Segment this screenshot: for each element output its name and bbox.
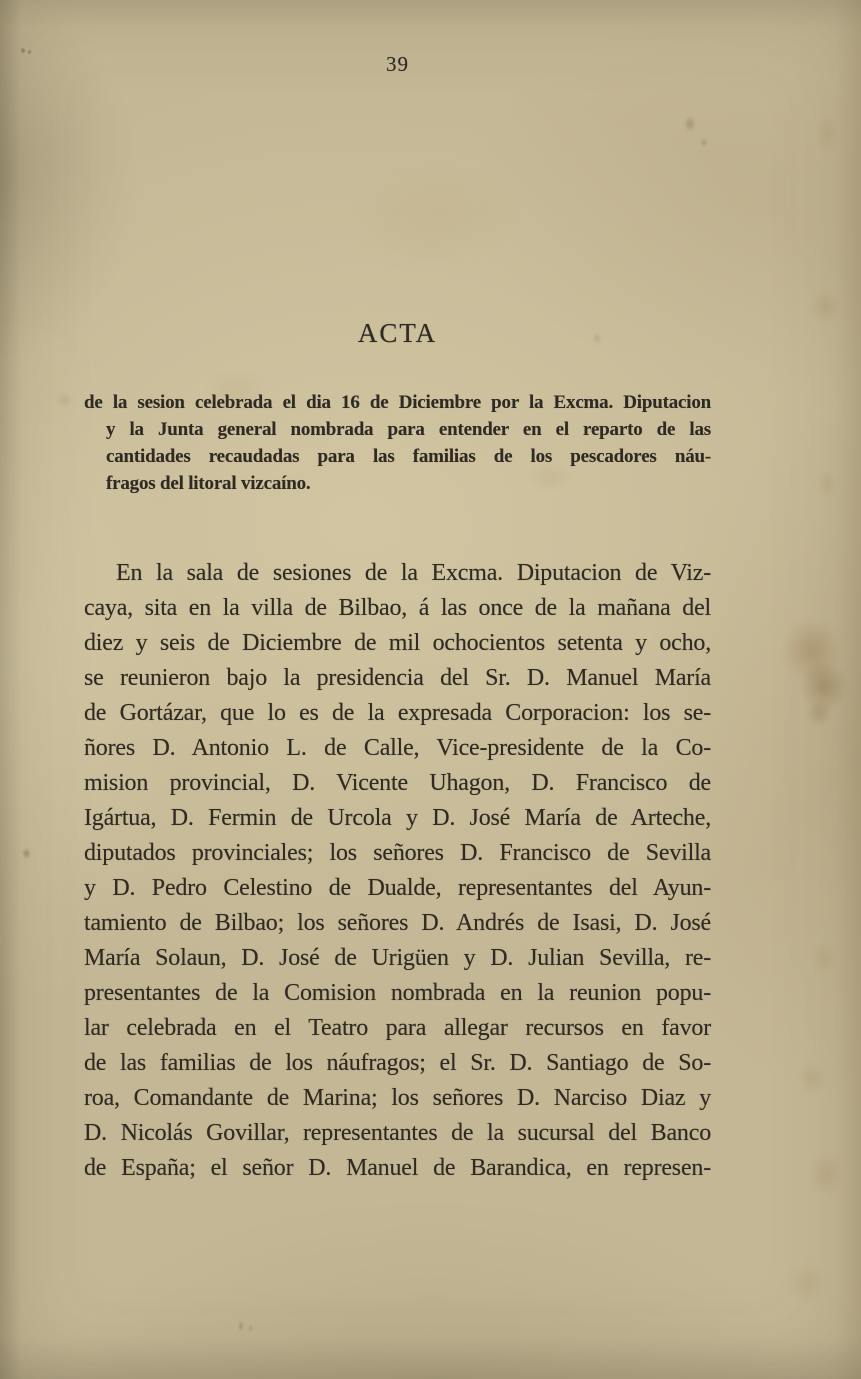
page-number: 39 <box>386 52 409 76</box>
paper-stain <box>788 1262 826 1304</box>
body-line: tamiento de Bilbao; los señores D. Andrés de Isasi, D. José <box>84 910 711 936</box>
paper-stain <box>810 288 840 324</box>
paper-stain <box>800 660 848 712</box>
paper-stain <box>812 942 836 974</box>
paper-stain <box>818 470 836 498</box>
body-line: y D. Pedro Celestino de Dualde, representantes del Ayun- <box>84 875 711 901</box>
body-line: D. Nicolás Govillar, representantes de la sucursal del Banco <box>84 1120 711 1146</box>
body-line: diputados provinciales; los señores D. Francisco de Sevilla <box>84 840 711 866</box>
paper-stain <box>348 168 518 268</box>
body-line: ñores D. Antonio L. de Calle, Vice-presidente de la Co- <box>84 735 711 761</box>
body-line: diez y seis de Diciembre de mil ochocientos setenta y ocho, <box>84 630 711 656</box>
paper-stain <box>806 700 832 726</box>
page-title: ACTA <box>357 318 438 348</box>
paper-stain <box>816 112 838 156</box>
subtitle-line: cantidades recaudadas para las familias de los pescadores náu- <box>106 446 711 467</box>
subtitle-line: fragos del litoral vizcaíno. <box>106 473 311 494</box>
ink-mark <box>20 47 26 54</box>
paper-stain <box>798 1062 826 1094</box>
paper-stain <box>782 618 842 684</box>
paper-stain <box>56 392 72 408</box>
paper-stain <box>700 138 708 147</box>
body-line: de Gortázar, que lo es de la expresada Corporacion: los se- <box>84 700 711 726</box>
paper-stain <box>810 1152 842 1196</box>
body-line: María Solaun, D. José de Urigüen y D. Julian Sevilla, re- <box>84 945 711 971</box>
subtitle <box>84 389 711 497</box>
subtitle-line: de la sesion celebrada el dia 16 de Diciembre por la Excma. Diputacion <box>84 392 711 413</box>
ink-mark <box>239 1320 243 1332</box>
body-text <box>84 556 711 1186</box>
body-line: de las familias de los náufragos; el Sr. D. Santiago de So- <box>84 1050 711 1076</box>
body-line: se reunieron bajo la presidencia del Sr. D. Manuel María <box>84 665 711 691</box>
body-line: En la sala de sesiones de la Excma. Diputacion de Viz- <box>116 560 711 586</box>
body-line: de España; el señor D. Manuel de Barandica, en represen- <box>84 1155 711 1181</box>
ink-mark <box>249 1324 252 1333</box>
ink-mark <box>22 848 31 859</box>
body-line: roa, Comandante de Marina; los señores D. Narciso Diaz y <box>84 1085 711 1111</box>
body-line: lar celebrada en el Teatro para allegar recursos en favor <box>84 1015 711 1041</box>
body-line: caya, sita en la villa de Bilbao, á las once de la mañana del <box>84 595 711 621</box>
body-line: presentantes de la Comision nombrada en la reunion popu- <box>84 980 711 1006</box>
body-line: Igártua, D. Fermin de Urcola y D. José María de Arteche, <box>84 805 711 831</box>
subtitle-line: y la Junta general nombrada para entender en el reparto de las <box>106 419 711 440</box>
paper-stain <box>684 116 696 132</box>
body-line: mision provincial, D. Vicente Uhagon, D. Francisco de <box>84 770 711 796</box>
ink-mark <box>27 49 32 55</box>
